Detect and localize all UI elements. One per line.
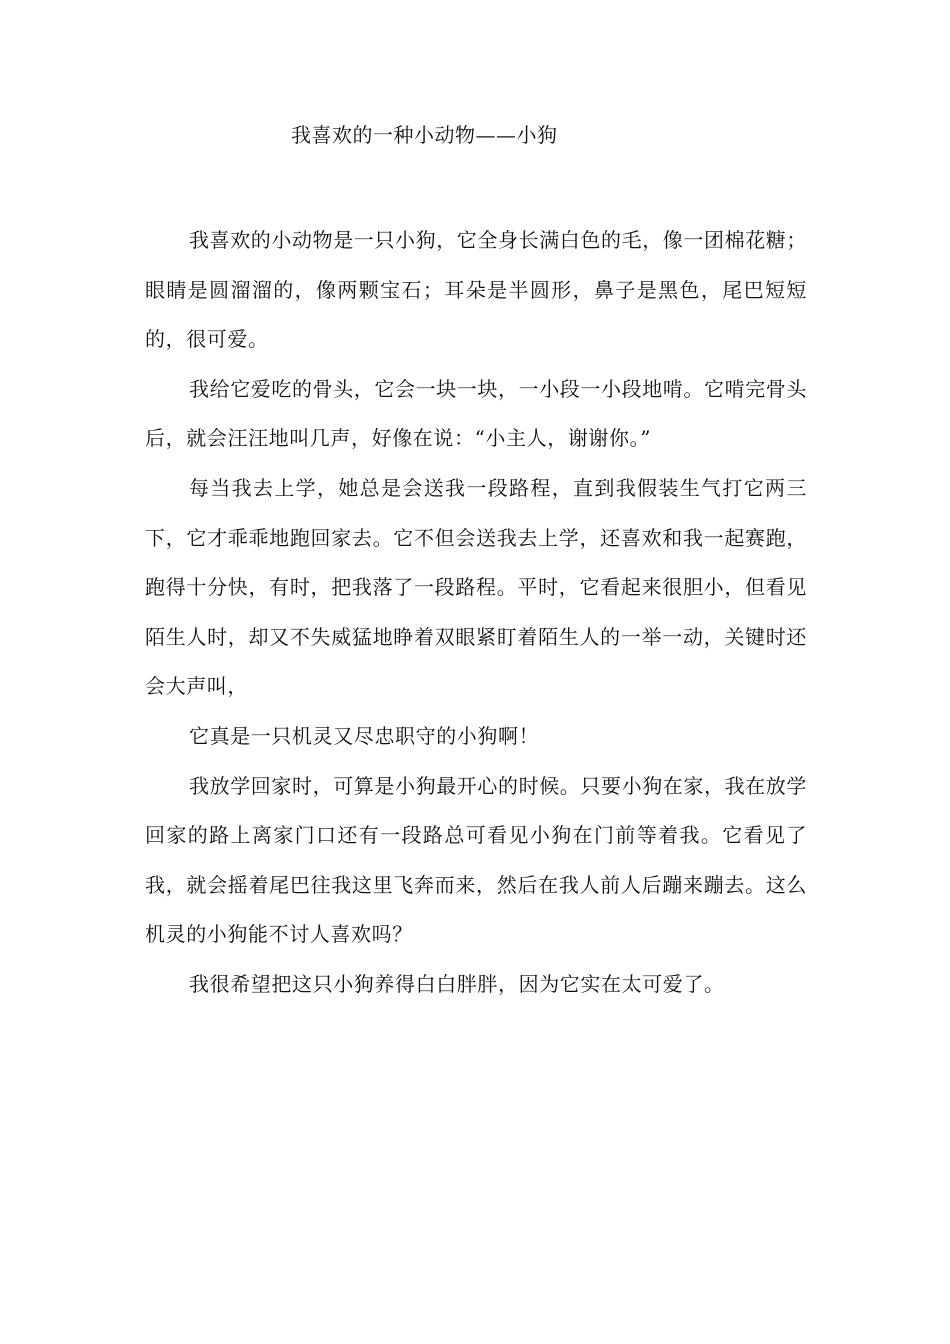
paragraph: 每当我去上学，她总是会送我一段路程，直到我假装生气打它两三下，它才乖乖地跑回家去。它不但会送我去上学，还喜欢和我一起赛跑，跑得十分快，有时，把我落了一段路程。平时，它看起来很胆小，但看见陌生人时，却又不失威猛地睁着双眼紧盯着陌生人的一举一动，关键时还会大声叫， [145, 475, 807, 699]
paragraph: 我放学回家时，可算是小狗最开心的时候。只要小狗在家，我在放学回家的路上离家门口还有一段路总可看见小狗在门前等着我。它看见了我，就会摇着尾巴往我这里飞奔而来，然后在我人前人后蹦来蹦去。这么机灵的小狗能不讨人喜欢吗？ [145, 773, 807, 947]
document-title: 我喜欢的一种小动物——小狗 [291, 123, 558, 147]
document-body [145, 216, 807, 1010]
paragraph: 我喜欢的小动物是一只小狗，它全身长满白色的毛，像一团棉花糖；眼睛是圆溜溜的，像两颗宝石；耳朵是半圆形，鼻子是黑色，尾巴短短的，很可爱。 [145, 228, 807, 352]
paragraph: 它真是一只机灵又尽忠职守的小狗啊！ [189, 723, 540, 748]
paragraph: 我很希望把这只小狗养得白白胖胖，因为它实在太可爱了。 [189, 971, 725, 996]
paragraph: 我给它爱吃的骨头，它会一块一块，一小段一小段地啃。它啃完骨头后，就会汪汪地叫几声，好像在说：“小主人，谢谢你。” [145, 376, 807, 451]
